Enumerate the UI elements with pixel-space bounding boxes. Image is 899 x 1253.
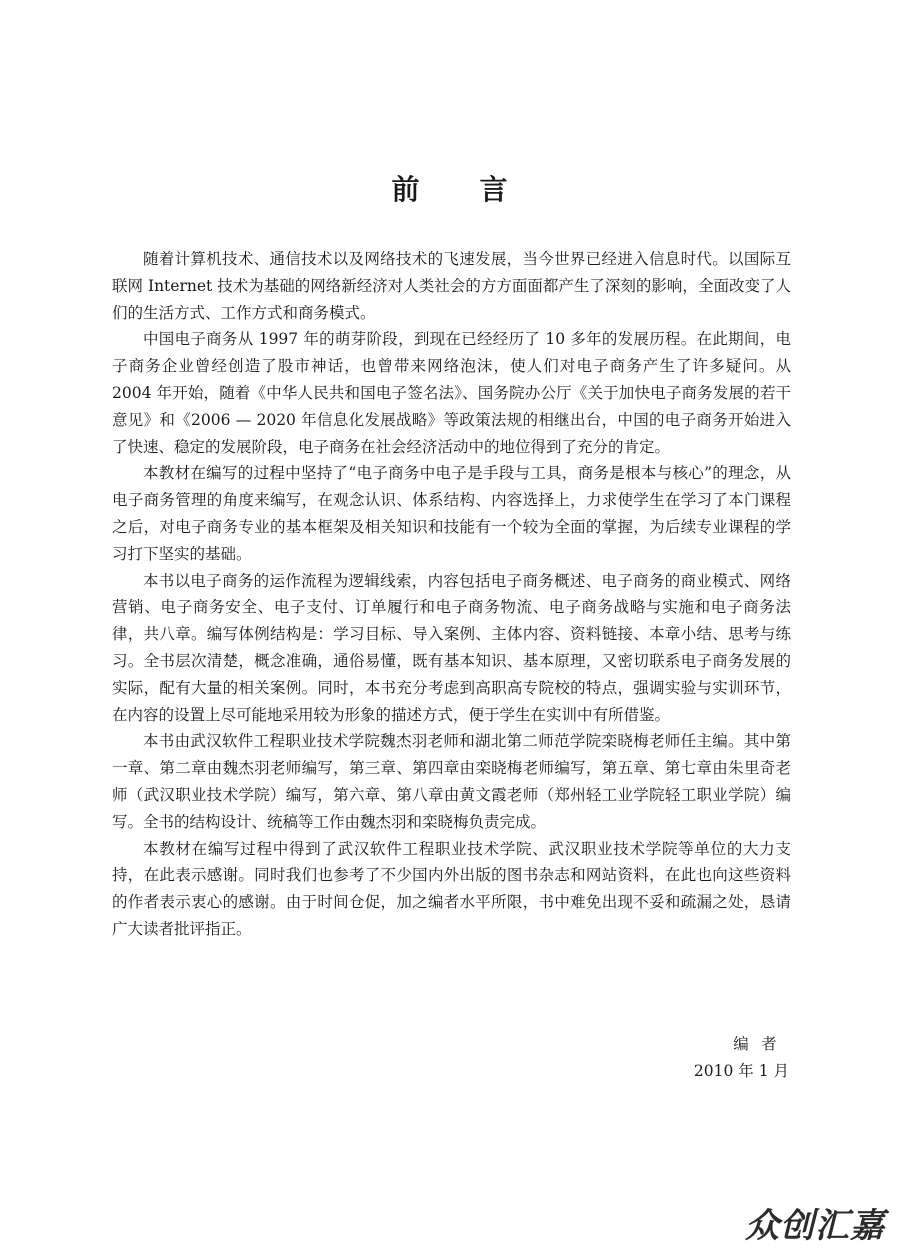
paragraph-3: 本教材在编写的过程中坚持了“电子商务中电子是手段与工具，商务是根本与核心”的理念，从电子商务管理的角度来编写，在观念认识、体系结构、内容选择上，力求使学生在学习了本门课程之后，对电子商务专业的基本框架及相关知识和技能有一个较为全面的掌握，为后续专业课程的学习打下坚实的基础。: [112, 464, 791, 563]
paragraph-1: 随着计算机技术、通信技术以及网络技术的飞速发展，当今世界已经进入信息时代。以国际互联网 Internet 技术为基础的网络新经济对人类社会的方方面面都产生了深刻的影响，全面改变了人们的生活方式、工作方式和商务模式。: [112, 250, 791, 322]
signature-author: 编者: [733, 1035, 789, 1053]
signature-date: 2010 年 1 月: [693, 1062, 789, 1080]
paragraph-5: 本书由武汉软件工程职业技术学院魏杰羽老师和湖北第二师范学院栾晓梅老师任主编。其中第一章、第二章由魏杰羽老师编写，第三章、第四章由栾晓梅老师编写，第五章、第七章由朱里奇老师（武汉职业技术学院）编写，第六章、第八章由黄文霞老师（郑州轻工业学院轻工职业学院）编写。全书的结构设计、统稿等工作由魏杰羽和栾晓梅负责完成。: [112, 732, 791, 831]
watermark-logo: 众创汇嘉: [745, 1206, 885, 1246]
paragraph-6: 本教材在编写过程中得到了武汉软件工程职业技术学院、武汉职业技术学院等单位的大力支持，在此表示感谢。同时我们也参考了不少国内外出版的图书杂志和网站资料，在此也向这些资料的作者表示衷心的感谢。由于时间仓促，加之编者水平所限，书中难免出现不妥和疏漏之处，恳请广大读者批评指正。: [112, 839, 791, 938]
paragraph-4: 本书以电子商务的运作流程为逻辑线索，内容包括电子商务概述、电子商务的商业模式、网络营销、电子商务安全、电子支付、订单履行和电子商务物流、电子商务战略与实施和电子商务法律，共八章。编写体例结构是：学习目标、导入案例、主体内容、资料链接、本章小结、思考与练习。全书层次清楚，概念准确，通俗易懂，既有基本知识、基本原理，又密切联系电子商务发展的实际，配有大量的相关案例。同时，本书充分考虑到高职高专院校的特点，强调实验与实训环节，在内容的设置上尽可能地采用较为形象的描述方式，便于学生在实训中有所借鉴。: [112, 571, 791, 724]
paragraph-2: 中国电子商务从 1997 年的萌芽阶段，到现在已经经历了 10 多年的发展历程。在此期间，电子商务企业曾经创造了股市神话，也曾带来网络泡沫，使人们对电子商务产生了许多疑问。从 2004 年开始，随着《中华人民共和国电子签名法》、国务院办公厅《关于加快电子商务发展的若干意见》和《2006 — 2020 年信息化发展战略》等政策法规的相继出台，中国的电子商务开始进入了快速、稳定的发展阶段，电子商务在社会经济活动中的地位得到了充分的肯定。: [112, 330, 791, 456]
title-char-2: 言: [479, 173, 508, 206]
preface-body: [112, 246, 791, 943]
page-title: [0, 168, 899, 208]
title-char-1: 前: [391, 173, 420, 206]
